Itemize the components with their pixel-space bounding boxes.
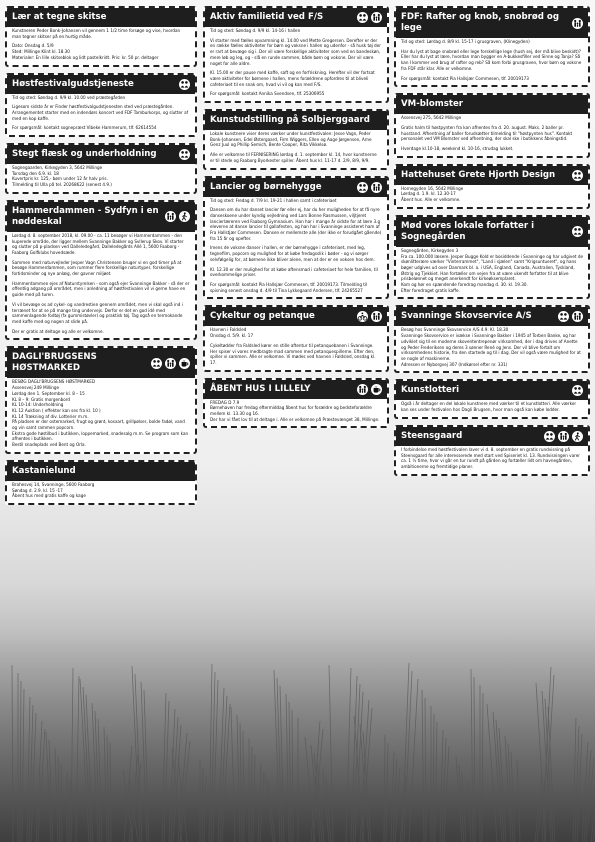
event-card-header	[396, 95, 588, 114]
event-description: Hverdage kl.10-18, weekend kl. 10-16, strudag lukket.	[401, 147, 514, 153]
family-icon	[371, 12, 382, 23]
event-card-cykeltur-og-petanque	[203, 305, 389, 371]
event-card-header	[7, 145, 195, 164]
event-card-stegt-flaesk-og-underholdning	[5, 143, 197, 194]
people-icon	[572, 226, 583, 237]
event-card-header	[396, 217, 588, 247]
event-title: Steensgaard	[401, 430, 463, 441]
people-icon	[179, 79, 190, 90]
people-icon	[357, 182, 368, 193]
grass-photo-background	[0, 582, 595, 842]
event-title: DAGLI'BRUGSENS HØSTMARKED	[12, 352, 97, 374]
event-description: Hammerdammen ejes af Naturstyrelsen - som også ejer Svanninge Bakker - så der er offentlig adgang på området, men i anledning af høstfestivalen vil vi gerne have en guide med på turen.	[12, 281, 190, 299]
event-title: VM-blomster	[401, 99, 464, 110]
event-description: Alle er velkomne til FERNISERING lørdag d. 1. september kl. 14, hvor kunstnerne er til stede og Faaborg Byorkester spiller. Åbent hus kl. 11-17 d. 2/9, 8/9, 9/9.	[210, 153, 377, 164]
family-icon	[558, 431, 569, 442]
event-card-header	[205, 307, 387, 326]
event-card-body	[396, 114, 588, 156]
event-description: Lørdag d. 8. september 2018, kl. 09.00 - ca. 11 besøger vi Hammerdammen - den kuperede område, der ligger mellem Svanninge Bakker og Svllerup Skov. Vi starter og slutter på p-pladsen ved Dalleledegård, Dalleledegårds Allé 1, 5600 Faaborg - Faaborg Golfklubs hovedsæde.	[12, 233, 184, 256]
event-description: Ligesom sidste år er Finder høstfestivalgudstjenesten sted ved præstegården. Arrangementet starter med en indendørs koncert ved FDF Tamburkorps, og slutter af med en kop kaffe.	[12, 105, 189, 122]
event-title: Hattehuset Grete Hjorth Design	[401, 169, 556, 180]
event-card-hattehuset-grete-hjorth-design	[394, 164, 590, 209]
event-card-body	[396, 326, 588, 371]
event-description: Lokale kunstnere viser deres værker under kunstfestivalen: Jesse Vagn, Peder Bonk-Johansen, Edel Østergaard, Firm Wiggers, Ellen og Aage Jørgensen, Arne Genz Juul og Phillip Semich, Bente Cooper, Rita Vikkelsø.	[210, 132, 372, 149]
walk-icon	[179, 211, 190, 222]
event-card-header	[7, 348, 195, 378]
event-card-header	[205, 8, 387, 27]
people-icon	[572, 170, 583, 181]
event-card-body	[7, 232, 195, 339]
event-title: FDF: Rafter og knob, snobrød og lege	[401, 12, 559, 33]
event-card-header	[396, 381, 588, 400]
event-card-body	[205, 326, 387, 369]
event-description: For spørgsmål: kontakt Pia Hallsjær Commesen, tlf. 20019173. Tilmelding til spisning senest onsdag d. 4/9 til Tina Lykkegaard Andersen, tlf. 24265527	[210, 282, 368, 294]
family-icon	[572, 18, 583, 29]
event-title: Lancier og børnehygge	[210, 181, 322, 192]
event-card-body	[205, 27, 387, 101]
people-icon	[357, 12, 368, 23]
event-card-body	[396, 247, 588, 298]
event-title: Kastanielund	[12, 465, 76, 476]
event-card-fdf-rafter-og-knob-snobroed-og-lege	[394, 6, 590, 87]
event-card-body	[205, 197, 387, 298]
event-description: Cykeltødder fra Faldsled kører en stille aftentur til petanquebanen i Svanninge. Her spiser vi vores medbragte mad sammen med petanquespillerne. Efter den, spiller vi sammen. Alle er velkomne. Vi mødes ved havnen i Faldsled, onsdag kl. 17.	[210, 343, 376, 366]
event-description: Tid og sted: Søndag d. 9/9 kl. 14-16 i hallen	[210, 29, 301, 34]
event-description: Tid og sted: Søndag d. 9/9 kl. 10.00 ved præstegården	[12, 95, 126, 101]
event-title: Lær at tegne skitse	[12, 12, 107, 22]
event-card-header	[396, 166, 588, 185]
event-description: For spørgsmål: kontakt Annika Svendsen, tlf. 25306955	[210, 92, 325, 98]
column-right	[394, 6, 590, 482]
event-description: Vi starter med fælles opvarmning kl. 14.00 ved Mette Gregersen. Derefter er der en række fælles aktiviteter for børn og voksne i hallen og udenfor - så husk tøj der er rart at bevæge sig i. Der vil være forskellige aktiviteter som ved en bandeskøn, mere løb og leg, og - slå en runde sammen, både børn og voksne. Der vil være noget for alle aldre.	[210, 38, 381, 67]
event-card-kastanielund	[5, 460, 197, 505]
event-description: Imens de voksne danser i hallen, er der børnehygge i cafeteriaet, med leg, tegnefilm, popcorn og mulighed for at købe fredagsslik i bøder - og vi sørger selvfølgelig for, at børnene ikke bliver alene, men at der er en voksen hos dem.	[210, 246, 375, 263]
event-title: Høstfestivalgudstjeneste	[12, 78, 134, 89]
event-card-body	[396, 185, 588, 207]
event-description: Havnen i Faldsled Onsdag d. 5/9. kl. 17	[210, 328, 254, 340]
event-card-dagli-brugsens-hoestmarked	[5, 346, 197, 453]
event-description: Brahesvej 14, Svanninge, 5600 Faaborg Søndag d. 2.9. kl. 15 -17 Åbent hus med gratis kaffe og kage	[12, 482, 95, 500]
event-card-body	[7, 94, 195, 136]
event-card-body	[396, 446, 588, 474]
event-description: Hornegyden 16, 5642 Millinge Lørdag d. 1.9. kl. 12.30-17 Åbent hus. Alle er velkomne.	[401, 186, 464, 204]
event-card-header	[205, 380, 387, 399]
event-card-aabent-hus-i-lillely	[203, 378, 389, 429]
event-card-kunstudstilling-paa-solbjerggaard	[203, 109, 389, 170]
family-icon	[371, 182, 382, 193]
event-description: Dansen om du har danset lancier før eller ej, har du her muligheden for at få nyre danseskoene under kyndig vejledning ved Lars Bonne Rasmussen, viljtjeret lancierlæreren ved Faaborg Gymnasium. Han har i mange år sidste for at lære 3.g eleverne at danse lancier til gallafesten, og han har i Svanninge assisteret ham af Fra Hallstjær Commesen. Dansen er mellemste alle (der ikke er forudgået gående) fra 15 år og opefter.	[210, 208, 382, 242]
event-card-aktiv-familietid-ved-f-s	[203, 6, 389, 103]
people-icon	[179, 149, 190, 160]
event-description: Vi vil bevæge os ad cykel- og vandrestien gennem området, men vi skal også ind i terrænet for at se på mange ting undervejs. Derfor er det en god idé med sammenlagende fodtøj (fx gummistøvler) og praktisk tøj. Tag også en termokande med kaffe med og nogen at slide på.	[12, 302, 183, 325]
event-description: I forbindelse med høstfestivalen laver vi d. 8. september en gratis rundvisning på Steensgaard for alle interesserede med start ved Spiseriet kl. 13. Rundvisningen varer ca. 1 ½ time, hvor vi går en tur rundt på gården og fortæller lidt om havnegården, ambitionerne og fremtidige planer.	[401, 447, 580, 470]
event-card-hammerdammen-sydfyn-i-en-noeddeskal	[5, 200, 197, 341]
event-description: Besøg hos Svanninge Skovservice A/S 4.9. Kl. 18.30 Svanninge Skovservice er ivækse i Svanninge Bakker i 1945 af Torben Banke, og har udviklet sig til en moderne skovententrepenør virksomhed, der i dag drives af Anette og Peder Frederiksen og deres 3 sønner René og Jens. Der vil blive fortalt om virksomhedens historie, fra den startede og til i dag. Der vil også være mulighed for at se nogle af maskinerne. Adressen er Nyborgvej 307 (Indkørsel efter nr. 331)	[401, 328, 581, 368]
event-title: Hammerdammen - Sydfyn i en nøddeskal	[12, 205, 159, 227]
event-card-header	[396, 307, 588, 326]
event-card-header	[205, 111, 387, 130]
event-title: Mød vores lokale forfatter i Sognegården	[401, 220, 535, 242]
event-description: BESØG DAGLI'BRUGSENS HØSTMARKED Assensvej 249 Millinge Lørdag den 1. September kl. 8 – 15 KL 8 – 9: Gratis morgenbord KL 10-14: Underholdning KL 12 Auktion ( effekter kan ses fra kl. 10 ) KL 14 Trækning af div. Lotterier m.m. På pladsen er der ostemarked, frugt og grønt, kosxart, grillpølser, bolde fadøl, vand og vin samt rammen popcorn. Ekstra gode høstilbud i butikken, loppemarked, snadesalg m.m. Se program som kan afhentes i butikken. Bestil snadeplads ved Bent og Orla.	[12, 380, 189, 449]
event-card-laer-at-tegne-skitse	[5, 6, 197, 67]
family-icon	[165, 211, 176, 222]
cup-icon	[179, 358, 190, 369]
event-description: Kl. 15.00 er der pause med kaffe, saft og en forfriskning. Herefter vil der fortsat være aktiviteter for børnene i hallen, mens forældrene opfordres til at bliveIi cafeteriaet til en snak om, hvad vi vil og kan med F/S.	[210, 71, 375, 88]
event-card-header	[396, 8, 588, 38]
event-card-body	[7, 481, 195, 503]
event-description: For spørgsmål: kontakt sognepræst Vibeke Hammerum, tlf. 62614554	[12, 126, 157, 132]
event-card-header	[7, 75, 195, 94]
column-left	[5, 6, 197, 511]
event-card-moed-vores-lokale-forfatter-i-sognegaarden	[394, 215, 590, 300]
event-card-header	[7, 202, 195, 232]
event-description: Kl. 12.30 er der mulighed for at købe aftensmad i cafeteriaet for hele familien, til overkommelige priser.	[210, 267, 378, 279]
event-card-body	[396, 38, 588, 85]
event-card-body	[205, 399, 387, 427]
event-title: Svanninge Skovservice A/S	[401, 311, 532, 322]
event-card-header	[7, 462, 195, 481]
event-title: Kunstlotteri	[401, 385, 460, 396]
people-icon	[558, 311, 569, 322]
event-description: Tid og sted: Lørdag d. 8/9 kl. 15-17 i grusgraven, (Klinegyden)	[401, 40, 530, 45]
event-card-kunstlotteri	[394, 379, 590, 418]
event-card-body	[7, 164, 195, 192]
column-middle	[203, 6, 389, 434]
event-title: ÅBENT HUS I LILLELY	[210, 383, 311, 394]
event-description: FREDAG D 7.9 Børnehaven har fredag eftermiddag åbent hus for forældre og bedsteforældre mellem kl. 13.30 og 16. Der har vi fået lov til at deltage i. Alle er velkomne på Præstevænget 38, Millinge.	[210, 400, 380, 423]
event-card-body	[205, 130, 387, 168]
event-description: Sognegaarden, Kirkegyden 3, 5642 Millinge Torsdag den 6.9. kl. 18 Kuvertpris kr. 125,- børn under 12 år halv pris. Tilmelding til Ulla på tel. 20268622 (senest 4.9.)	[12, 166, 112, 189]
event-card-body	[7, 27, 195, 65]
event-description: Gratis halm til høstpynten fra kan afhentes fra d. 20. august. Maks. 2 baller pr. husstand. Afhentning af baller forudsætter tilmelding til "høstpynten hus". Kontakt personalet ved VM Blomster ved afhentning, der skal ske i butikkens åbningstid.	[401, 125, 573, 143]
walk-icon	[572, 431, 583, 442]
event-description: Sammen med naturvejleder Jesper Vagn Christensen bruger vi en god timer på at besøge Hammerdammen, som rummer flere forskellige naturtyper, forskellige fortidsminder og nye anlæg, der gavner miljøet.	[12, 260, 182, 278]
event-title: Stegt flæsk og underholdning	[12, 149, 157, 160]
family-icon	[371, 311, 382, 322]
event-description: Sognegården, Kirkegyden 3 Fra ca. 100.000 læsere. Jesper Bugge Kold er bosiddende i Svanninge og har udgivet de skønlitterære værker "Vinterrammet", "Land i sjælen" samt "Krigsuntueret", og hans bøger udgives ud over Danmark bl. a. i USA, England, Canada, Australien, Tyskland, Østrig og Tjekkiet. Han fortæller om vejen fra at være ukendt forfatter til at blive prisbelønnet og meget anerkendt for kirkeøksemplaret. Kom og hør en spændende foredrag mandag d. 30. kl. 19.30. Efter foredraget gratis kaffe.	[401, 248, 584, 294]
event-description: Også i år deltager en del lokale kunstnere med værker til et kunstlotteri. Alle værker kan ses under festivalen hos Dagli Brugsen, hvor man også kan købe lodder.	[401, 402, 577, 414]
cup-icon	[371, 384, 382, 395]
people-icon	[544, 431, 555, 442]
family-icon	[357, 384, 368, 395]
event-title: Cykeltur og petanque	[210, 311, 315, 322]
event-card-body	[7, 378, 195, 451]
event-card-svanninge-skovservice-a-s	[394, 305, 590, 373]
event-card-header	[7, 8, 195, 27]
family-icon	[572, 311, 583, 322]
event-card-vm-blomster	[394, 93, 590, 158]
event-card-steensgaard	[394, 425, 590, 476]
bike-icon	[357, 311, 368, 322]
event-description: Har du lyst at bage snobrød eller lege forskellige lege (hush sej, der må blive beskidt)? Eller har du lyst at lære, hvordan man bygger en A-bukkesfiller ved Sinne og Tanja? Så kan I kommer ved brug af rafter og reb? Så kom forbi grusgraven, hvor børn og voksne fra FDF står klar. Alle er velkomne.	[401, 49, 582, 72]
event-description: Assensvej 275, 5642 Millinge	[401, 116, 462, 122]
event-card-lancier-og-boernehygge	[203, 176, 389, 300]
event-description: Dato: Onsdag d. 5/9 Sted: Millinge Klint kl. 18.30 Materialer: En lille skitseblok og lidt pastelkridt. Pris: kr. 50 pr. deltager	[12, 44, 159, 61]
people-icon	[572, 385, 583, 396]
event-description: Der er gratis at deltage og alle er velkomne.	[12, 329, 104, 335]
event-card-header	[205, 178, 387, 197]
event-description: Tid og sted: Fredag d. 7/9 kl. 19-21 i hallen samt i cafeteriaet	[210, 198, 337, 204]
event-title: Aktiv familietid ved F/S	[210, 12, 324, 22]
event-title: Kunstudstilling på Solbjerggaard	[210, 115, 370, 126]
family-icon	[165, 358, 176, 369]
event-description: Kunstneren Peder Bonk-Johansen vil gennem 1 1/2 time forsøge og vise, hvordan man tegner skitser på en hurtig måde.	[12, 29, 181, 40]
event-card-body	[396, 400, 588, 416]
people-icon	[151, 358, 162, 369]
event-card-header	[396, 427, 588, 446]
event-card-hoestfestivalgudstjeneste	[5, 73, 197, 138]
event-description: For spørgsmål: kontakt Pia Hallsjær Commesen, tlf. 20019173	[401, 76, 529, 82]
